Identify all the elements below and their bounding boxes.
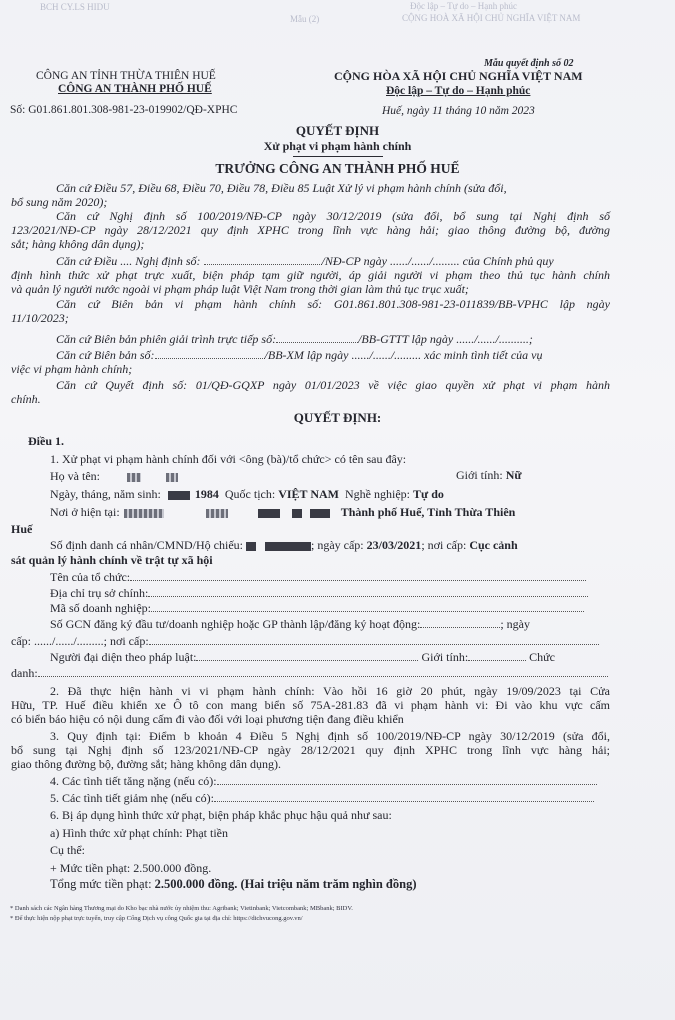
- org-cert-place-blank: [149, 634, 599, 645]
- preamble-5-label: Căn cứ Biên bản phiên giải trình trực tiếp số:: [56, 332, 277, 346]
- national-motto: Độc lập – Tự do – Hạnh phúc: [386, 85, 531, 97]
- article-1-item-3-end: giao thông đường bộ, đường sắt; hàng không dân dụng).: [11, 757, 282, 771]
- preamble-7: Căn cứ Quyết định số: 01/QĐ-GQXP ngày 01/01/2023 về việc giao quyền xử phạt vi phạm hành: [56, 378, 610, 392]
- country-name: CỘNG HÒA XÃ HỘI CHỦ NGHĨA VIỆT NAM: [334, 69, 583, 83]
- article-1-item-3-cont: bổ sung tại Nghị định số 123/2021/NĐ-CP ngày 28/12/2021 quy định XPHC trong lĩnh vực hàng hải;: [11, 743, 610, 757]
- org-name-blank: [130, 570, 586, 581]
- redacted-id-2: [265, 542, 311, 551]
- preamble-4-cont: 11/10/2023;: [11, 311, 69, 325]
- preamble-2-end: sắt; hàng không dân dụng);: [11, 237, 145, 251]
- preamble-3-tail: /NĐ-CP ngày ....../....../......... của Chính phủ quy: [321, 254, 554, 268]
- preamble-5: [56, 332, 533, 346]
- representative-blank: [196, 650, 418, 661]
- agency-name: CÔNG AN THÀNH PHỐ HUẾ: [58, 83, 212, 95]
- footnote-online-payment: * Để thực hiện nộp phạt trực tuyến, truy cập Cổng Dịch vụ công Quốc gia tại địa chỉ: https://dichvucong.gov.vn/: [10, 915, 303, 922]
- redacted-address-3: [258, 509, 280, 518]
- aggravating-label: 4. Các tình tiết tăng nặng (nếu có):: [50, 774, 217, 788]
- org-cert-label: Số GCN đăng ký đầu tư/doanh nghiệp hoặc GP thành lập/đăng ký hoạt động:: [50, 617, 421, 631]
- bleed-through-right: Độc lập – Tự do – Hạnh phúc: [410, 1, 517, 11]
- org-code-label: Mã số doanh nghiệp:: [50, 601, 151, 615]
- preamble-3-label: Căn cứ Điều .... Nghị định số:: [56, 254, 204, 268]
- preamble-3-cont: định hình thức xử phạt trực xuất, biện pháp tạm giữ người, áp giải người vi phạm theo thủ tục hành chính: [11, 268, 610, 282]
- org-cert-tail: ; ngày: [500, 617, 531, 631]
- agency-parent: CÔNG AN TỈNH THỪA THIÊN HUẾ: [36, 70, 216, 82]
- id-issue-label: ; ngày cấp:: [310, 538, 364, 552]
- fine-amount: + Mức tiền phạt: 2.500.000 đồng.: [50, 861, 212, 875]
- redacted-address-2: [206, 509, 228, 518]
- representative-row: [50, 650, 555, 664]
- residence-row: [50, 505, 515, 519]
- residence-value: Thành phố Huế, Tỉnh Thừa Thiên: [340, 505, 516, 519]
- org-cert-row: [50, 617, 530, 631]
- aggravating-blank: [217, 774, 597, 785]
- bleed-through-left: BCH CY.LS HIDU: [40, 2, 110, 12]
- issuing-authority: TRƯỞNG CÔNG AN THÀNH PHỐ HUẾ: [215, 161, 460, 176]
- article-1-item-6: 6. Bị áp dụng hình thức xử phạt, biện pháp khắc phục hậu quả như sau:: [50, 808, 392, 822]
- decree-number-blank: [204, 254, 322, 265]
- preamble-3-end: và quản lý người nước ngoài vi phạm pháp luật Việt Nam trong thời gian làm thủ tục trục xuất;: [11, 282, 469, 296]
- rep-gender-label: Giới tính:: [421, 650, 469, 664]
- preamble-4: Căn cứ Biên bản vi phạm hành chính số: G01.861.801.308-981-23-011839/BB-VPHC lập ngày: [56, 297, 610, 311]
- org-address-label: Địa chỉ trụ sở chính:: [50, 586, 149, 600]
- id-issue-place: Cục cảnh: [469, 538, 518, 552]
- org-cert-cont-row: [11, 634, 599, 648]
- occupation-label: Nghề nghiệp:: [345, 487, 410, 501]
- org-name-row: [50, 570, 586, 584]
- redacted-address-5: [310, 509, 330, 518]
- org-address-blank: [148, 586, 588, 597]
- redacted-id-1: [246, 542, 256, 551]
- org-name-label: Tên của tổ chức:: [50, 570, 131, 584]
- preamble-2-cont: 123/2021/NĐ-CP ngày 28/12/2021 quy định XPHC trong lĩnh vực hàng hải; giao thông đường bộ, đường: [11, 223, 610, 237]
- document-title: QUYẾT ĐỊNH: [295, 123, 380, 138]
- representative-label: Người đại diện theo pháp luật:: [50, 650, 197, 664]
- occupation-value: Tự do: [413, 487, 444, 501]
- gender-row: [456, 468, 522, 482]
- preamble-6-end: việc vi phạm hành chính;: [11, 362, 133, 376]
- residence-label: Nơi ở hiện tại:: [50, 505, 120, 519]
- form-number: Mẫu quyết định số 02: [484, 58, 574, 69]
- preamble-1-cont: bổ sung năm 2020);: [11, 195, 108, 209]
- gender-label: Giới tính:: [456, 468, 503, 482]
- place-date: Huế, ngày 11 tháng 10 năm 2023: [382, 105, 535, 117]
- total-fine-label: Tổng mức tiền phạt:: [50, 877, 152, 891]
- preamble-6-label: Căn cứ Biên bản số:: [56, 348, 155, 362]
- redacted-address-1: [124, 509, 164, 518]
- full-name-row: [50, 469, 178, 483]
- org-address-row: [50, 586, 588, 600]
- dob-label: Ngày, tháng, năm sinh:: [50, 487, 161, 501]
- decision-heading: QUYẾT ĐỊNH:: [293, 410, 382, 425]
- preamble-7-cont: chính.: [11, 392, 41, 406]
- article-1-item-1: 1. Xử phạt vi phạm hành chính đối với <ông (bà)/tổ chức> có tên sau đây:: [50, 452, 407, 466]
- rep-position-cont: danh:: [11, 666, 38, 680]
- id-issue-date: 23/03/2021: [366, 538, 422, 552]
- article-1-item-2-cont: Hữu, TP. Huế điều khiển xe Ô tô con mang biển số 75A-281.83 đã vi phạm hành vi: Đi vào khu vực cấm: [11, 698, 610, 712]
- article-1-item-3: 3. Quy định tại: Điểm b khoản 4 Điều 5 Nghị định số 100/2019/NĐ-CP ngày 30/12/2019 (sửa đổi,: [50, 729, 610, 743]
- document-number: Số: G01.861.801.308-981-23-019902/QĐ-XPHC: [10, 104, 238, 116]
- redacted-dob: [168, 491, 190, 500]
- nationality-label: Quốc tịch:: [224, 487, 276, 501]
- rep-position-label: Chức: [529, 650, 556, 664]
- dob-row: [50, 487, 444, 501]
- footnote-banks: * Danh sách các Ngân hàng Thương mại do Kho bạc nhà nước ủy nhiệm thu: Agribank; Vietinbank; Vietcombank; MBbank; BIDV.: [10, 905, 353, 912]
- id-label: Số định danh cá nhân/CMND/Hộ chiếu:: [50, 538, 243, 552]
- dob-year: 1984: [194, 487, 219, 501]
- rep-gender-blank: [468, 650, 526, 661]
- preamble-6: [56, 348, 542, 362]
- org-cert-blank: [420, 617, 500, 628]
- explanation-record-blank: [276, 332, 358, 343]
- penalty-form: a) Hình thức xử phạt chính: Phạt tiền: [50, 826, 228, 840]
- preamble-6-tail: /BB-XM lập ngày ....../....../......... xác minh tình tiết của vụ: [264, 348, 543, 362]
- verification-record-blank: [155, 348, 265, 359]
- redacted-name-2: [166, 473, 178, 482]
- article-1-item-2-end: có biển báo hiệu có nội dung cấm đi vào đối với loại phương tiện đang điều khiển: [11, 712, 404, 726]
- title-underline: [293, 156, 383, 157]
- redacted-name-1: [127, 473, 141, 482]
- org-code-row: [50, 601, 584, 615]
- id-row: [50, 538, 518, 552]
- id-place-label: ; nơi cấp:: [421, 538, 467, 552]
- org-cert-cont: cấp: ....../....../.........; nơi cấp:: [11, 634, 149, 648]
- full-name-label: Họ và tên:: [50, 469, 100, 483]
- nationality-value: VIỆT NAM: [278, 487, 339, 501]
- preamble-1: Căn cứ Điều 57, Điều 68, Điều 70, Điều 78, Điều 85 Luật Xử lý vi phạm hành chính (sửa đổi,: [56, 181, 507, 195]
- mitigating-row: [50, 791, 594, 805]
- mitigating-label: 5. Các tình tiết giảm nhẹ (nếu có):: [50, 791, 214, 805]
- gender-value: Nữ: [505, 468, 522, 482]
- mitigating-blank: [214, 791, 594, 802]
- redacted-address-4: [292, 509, 302, 518]
- residence-cont: Huế: [11, 522, 33, 536]
- id-issue-place-cont: sát quản lý hành chính về trật tự xã hội: [11, 553, 213, 567]
- rep-position-blank: [38, 666, 608, 677]
- article-1-item-2: 2. Đã thực hiện hành vi vi phạm hành chính: Vào hồi 16 giờ 20 phút, ngày 19/09/2023 tại Cửa: [50, 684, 610, 698]
- preamble-5-tail: /BB-GTTT lập ngày ....../....../..........;: [358, 332, 533, 346]
- aggravating-row: [50, 774, 597, 788]
- rep-position-cont-row: [11, 666, 608, 680]
- preamble-3: [56, 254, 554, 268]
- total-fine-row: [50, 877, 417, 891]
- org-code-blank: [151, 601, 584, 612]
- preamble-2: Căn cứ Nghị định số 100/2019/NĐ-CP ngày 30/12/2019 (sửa đổi, bổ sung tại Nghị định số: [56, 209, 610, 223]
- bleed-through-left2: Mẫu (2): [290, 14, 320, 24]
- document-subtitle: Xử phạt vi phạm hành chính: [263, 139, 412, 153]
- bleed-through-right2: CỘNG HOÀ XÃ HỘI CHỦ NGHĨA VIỆT NAM: [402, 13, 581, 23]
- total-fine-value: 2.500.000 đồng. (Hai triệu năm trăm nghìn đồng): [154, 877, 417, 891]
- penalty-specific: Cụ thể:: [50, 843, 85, 857]
- article-1-title: Điều 1.: [28, 434, 64, 448]
